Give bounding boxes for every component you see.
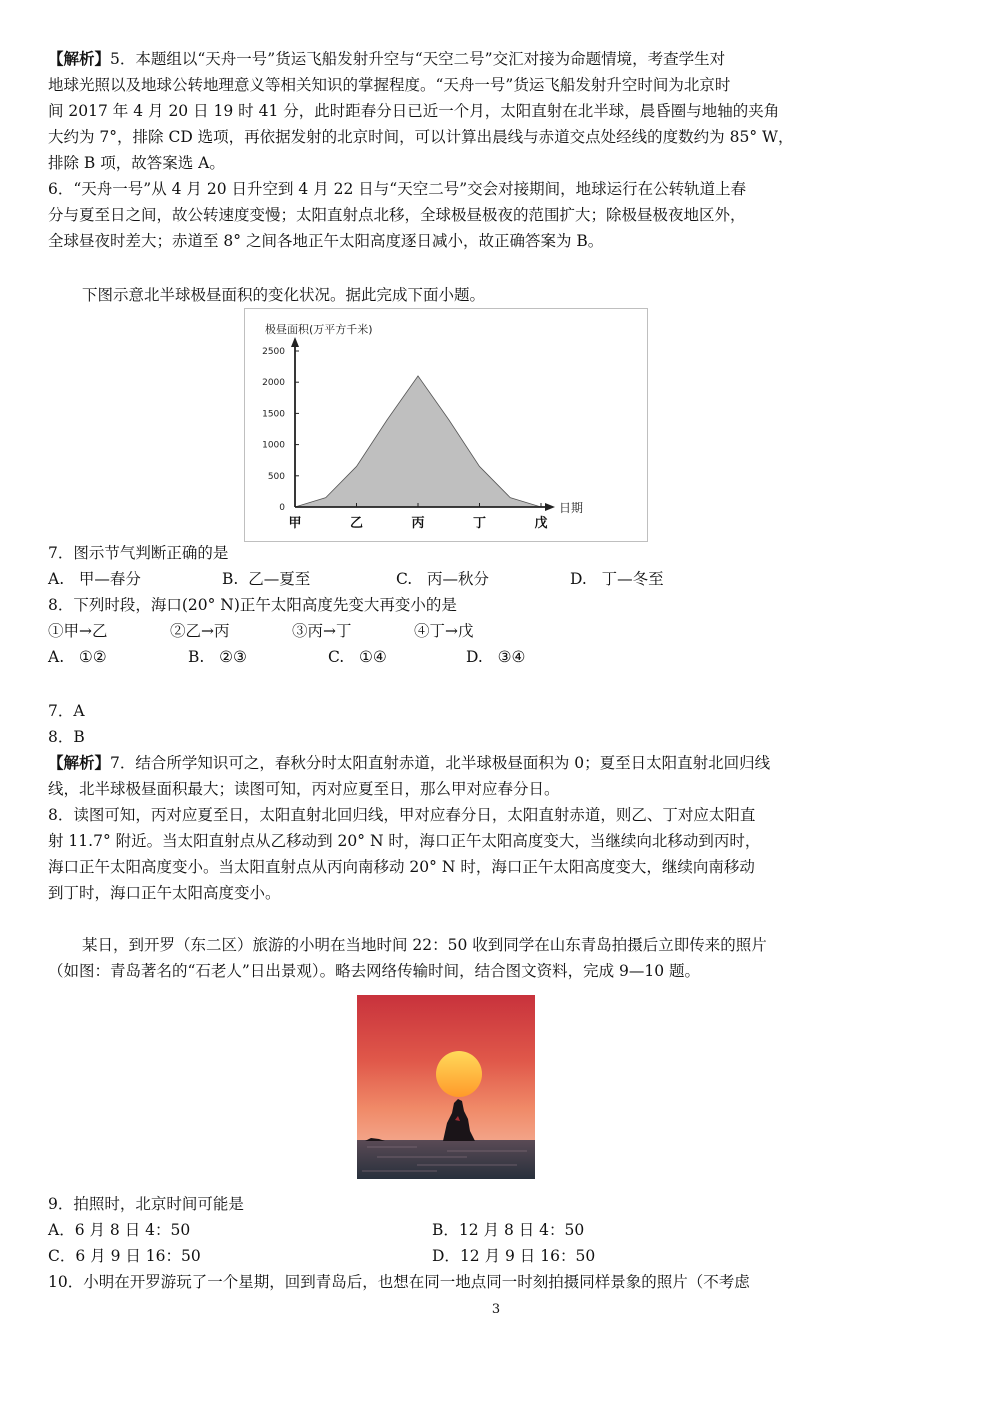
- analysis-8-line-2: 射 11.7° 附近。当太阳直射点从乙移动到 20° N 时，海口正午太阳高度变大，当继续向北移动到丙时，: [48, 832, 761, 850]
- q8-option-c[interactable]: C. ①④: [328, 648, 387, 666]
- photo-intro-line-1: 某日，到开罗（东二区）旅游的小明在当地时间 22：50 收到同学在山东青岛拍摄后立即传来的照片: [82, 936, 767, 954]
- analysis-tag: 【解析】: [48, 49, 111, 68]
- analysis-5-line-1: 【解析】5．本题组以“天舟一号”货运飞船发射升空与“天空二号”交汇对接为命题情境，考查学生对: [48, 49, 726, 68]
- analysis-7-line-1: 【解析】7．结合所学知识可之，春秋分时太阳直射赤道，北半球极昼面积为 0；夏至日太阳直射北回归线: [48, 753, 771, 772]
- x-axis-label: 日期: [559, 501, 584, 515]
- x-tick-label: 戊: [534, 516, 548, 531]
- y-tick-label: 2000: [262, 378, 285, 389]
- analysis-5-line-5: 排除 B 项，故答案选 A。: [48, 154, 225, 172]
- y-tick-label: 1500: [262, 409, 285, 420]
- analysis-6-line-2: 分与夏至日之间，故公转速度变慢；太阳直射点北移，全球极昼极夜的范围扩大；除极昼极夜地区外，: [48, 206, 746, 224]
- q10-stem: 10．小明在开罗游玩了一个星期，回到青岛后，也想在同一地点同一时刻拍摄同样景象的照片（不考虑: [48, 1273, 750, 1291]
- q8-item-3: ③丙→丁: [292, 622, 352, 640]
- analysis-8-line-1: 8．读图可知，丙对应夏至日，太阳直射北回归线，甲对应春分日，太阳直射赤道，则乙、丁对应太阳直: [48, 806, 756, 824]
- q9-option-c[interactable]: C．6 月 9 日 16：50: [48, 1247, 201, 1265]
- page-number: 3: [491, 1302, 501, 1317]
- x-tick-label: 丙: [411, 516, 425, 531]
- x-tick-label: 甲: [288, 516, 302, 531]
- sunrise-illustration: [357, 995, 535, 1179]
- q9-option-b[interactable]: B．12 月 8 日 4：50: [432, 1221, 585, 1239]
- polar-day-area: [295, 376, 541, 507]
- sunrise-photo: [357, 995, 535, 1179]
- y-tick-label: 2500: [262, 347, 285, 357]
- analysis-7-line-2: 线，北半球极昼面积最大；读图可知，丙对应夏至日，那么甲对应春分日。: [48, 780, 560, 798]
- q8-item-2: ②乙→丙: [170, 622, 230, 640]
- y-tick-label: 1000: [262, 440, 285, 451]
- y-axis-label: 极昼面积(万平方千米): [265, 323, 373, 336]
- q8-option-d[interactable]: D. ③④: [466, 648, 526, 666]
- y-tick-label: 0: [279, 503, 285, 513]
- analysis-8-line-3: 海口正午太阳高度变小。当太阳直射点从丙向南移动 20° N 时，海口正午太阳高度变大，继续向南移动: [48, 858, 755, 876]
- answer-8: 8．B: [48, 728, 85, 746]
- analysis-6-line-3: 全球昼夜时差大；赤道至 8° 之间各地正午太阳高度逐日减小，故正确答案为 B。: [48, 232, 604, 250]
- answer-7: 7．A: [48, 702, 85, 720]
- analysis-tag: 【解析】: [48, 753, 111, 772]
- analysis-8-line-4: 到丁时，海口正午太阳高度变小。: [48, 884, 281, 902]
- q9-stem: 9．拍照时，北京时间可能是: [48, 1195, 244, 1213]
- q7-option-b[interactable]: B. 乙—夏至: [222, 570, 311, 588]
- analysis-5-line-2: 地球光照以及地球公转地理意义等相关知识的掌握程度。“天舟一号”货运飞船发射升空时间为北京时: [48, 76, 731, 94]
- q7-option-c[interactable]: C. 丙—秋分: [396, 570, 490, 588]
- q8-option-a[interactable]: A. ①②: [48, 648, 107, 666]
- analysis-6-line-1: 6．“天舟一号”从 4 月 20 日升空到 4 月 22 日与“天空二号”交会对接期间，地球运行在公转轨道上春: [48, 180, 747, 198]
- q8-stem: 8．下列时段，海口(20° N)正午太阳高度先变大再变小的是: [48, 596, 457, 614]
- q9-option-a[interactable]: A．6 月 8 日 4：50: [48, 1221, 191, 1239]
- q7-option-a[interactable]: A. 甲—春分: [48, 570, 141, 588]
- analysis-5-line-3: 间 2017 年 4 月 20 日 19 时 41 分，此时距春分日已近一个月，太阳直射在北半球，晨昏圈与地轴的夹角: [48, 102, 780, 120]
- q8-option-b[interactable]: B. ②③: [188, 648, 247, 666]
- y-tick-label: 500: [267, 471, 285, 482]
- chart-svg: [245, 309, 647, 541]
- q7-option-d[interactable]: D. 丁—冬至: [570, 570, 664, 588]
- x-tick-label: 丁: [472, 516, 487, 531]
- x-tick-label: 乙: [349, 516, 364, 531]
- q8-item-1: ①甲→乙: [48, 622, 108, 640]
- q7-stem: 7．图示节气判断正确的是: [48, 544, 229, 562]
- polar-day-chart: [244, 308, 648, 542]
- y-axis-arrow: [291, 337, 299, 347]
- analysis-5-line-4: 大约为 7°，排除 CD 选项，再依据发射的北京时间，可以计算出晨线与赤道交点处经线的度数约为 85° W，: [48, 128, 794, 146]
- chart-intro: 下图示意北半球极昼面积的变化状况。据此完成下面小题。: [82, 286, 486, 304]
- q9-option-d[interactable]: D．12 月 9 日 16：50: [432, 1247, 596, 1265]
- x-axis-arrow: [545, 503, 555, 511]
- photo-intro-line-2: （如图：青岛著名的“石老人”日出景观）。略去网络传输时间，结合图文资料，完成 9—10 题。: [48, 962, 701, 980]
- q8-item-4: ④丁→戊: [414, 622, 474, 640]
